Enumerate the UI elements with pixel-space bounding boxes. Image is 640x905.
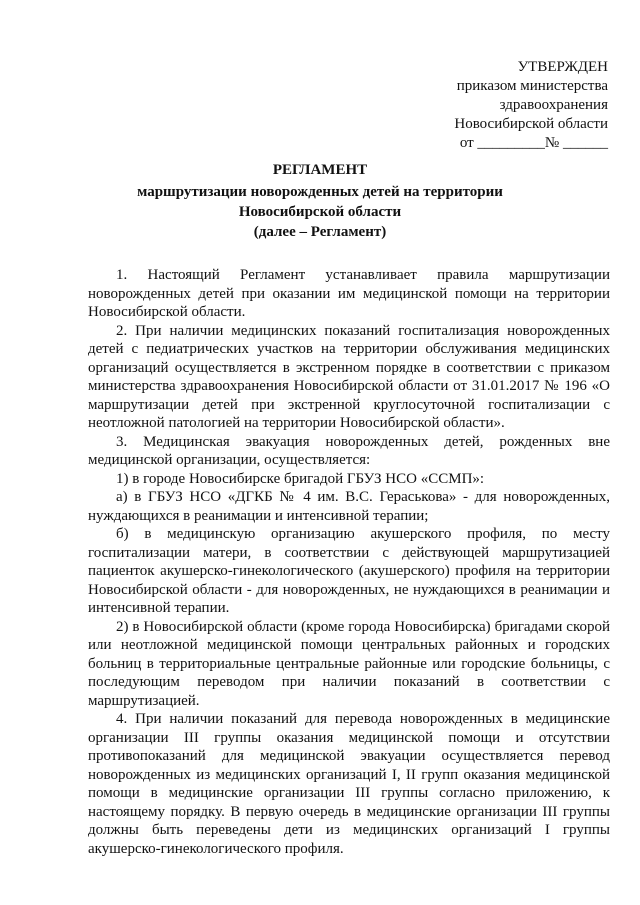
- title-subject-line: маршрутизации новорожденных детей на территории: [137, 184, 503, 200]
- title-region-line: Новосибирской области: [238, 204, 402, 220]
- approval-ministry-line: здравоохранения: [499, 97, 608, 113]
- paragraph-3-item-1-b: б) в медицинскую организацию акушерского профиля, по месту госпитализации матери, в соответствии с действующей маршрутизацией пациенток акушерско-гинекологического (акушерского) профиля на территории Новосибирской области - для новорожденных, не нуждающихся в реанимации и интенсивной терапии.: [88, 526, 610, 616]
- paragraph-3-item-1: 1) в городе Новосибирске бригадой ГБУЗ НСО «ССМП»:: [116, 470, 485, 487]
- title-abbrev-line: (далее – Регламент): [253, 224, 387, 240]
- document-title: [60, 160, 580, 242]
- paragraph-3: 3. Медицинская эвакуация новорожденных детей, рожденных вне медицинской организации, осуществляется:: [88, 433, 610, 468]
- approval-date-number-line: от _________№ ______: [459, 135, 608, 151]
- title-heading: РЕГЛАМЕНТ: [272, 162, 368, 178]
- approval-stamp: [368, 58, 608, 153]
- paragraph-4: 4. При наличии показаний для перевода новорожденных в медицинские организации III группы оказания медицинской помощи и отсутствии противопоказаний для медицинской эвакуации осуществляется перевод новорожденных из медицинских организаций I, II групп оказания медицинской помощи в медицинские организации III группы согласно приложению, к настоящему порядку. В первую очередь в медицинские организации III группы должны быть переведены дети из медицинских организаций I группы акушерско-гинекологического профиля.: [88, 711, 610, 857]
- paragraph-3-item-2: 2) в Новосибирской области (кроме города Новосибирска) бригадами скорой или неотложной медицинской помощи центральных районных и городских больниц в территориальные центральные районные или городские больницы, с последующим переводом при наличии показаний в соответствии с маршрутизацией.: [88, 618, 610, 709]
- paragraph-3-item-1-a: а) в ГБУЗ НСО «ДГКБ № 4 им. В.С. Гераськова» - для новорожденных, нуждающихся в реанимации и интенсивной терапии;: [88, 489, 610, 524]
- approval-heading: УТВЕРЖДЕН: [517, 59, 608, 75]
- paragraph-1: 1. Настоящий Регламент устанавливает правила маршрутизации новорожденных детей при оказании им медицинской помощи на территории Новосибирской области.: [88, 267, 610, 320]
- approval-order-line: приказом министерства: [456, 78, 608, 94]
- paragraph-2: 2. При наличии медицинских показаний госпитализация новорожденных детей с педиатрических участков на территории обслуживания медицинских организаций осуществляется в экстренном порядке в соответствии с приказом министерства здравоохранения Новосибирской области от 31.01.2017 № 196 «О маршрутизации детей при экстренной круглосуточной госпитализации с неотложной патологией на территории Новосибирской области».: [88, 322, 610, 431]
- document-body: [88, 266, 610, 858]
- approval-region-line: Новосибирской области: [454, 116, 608, 132]
